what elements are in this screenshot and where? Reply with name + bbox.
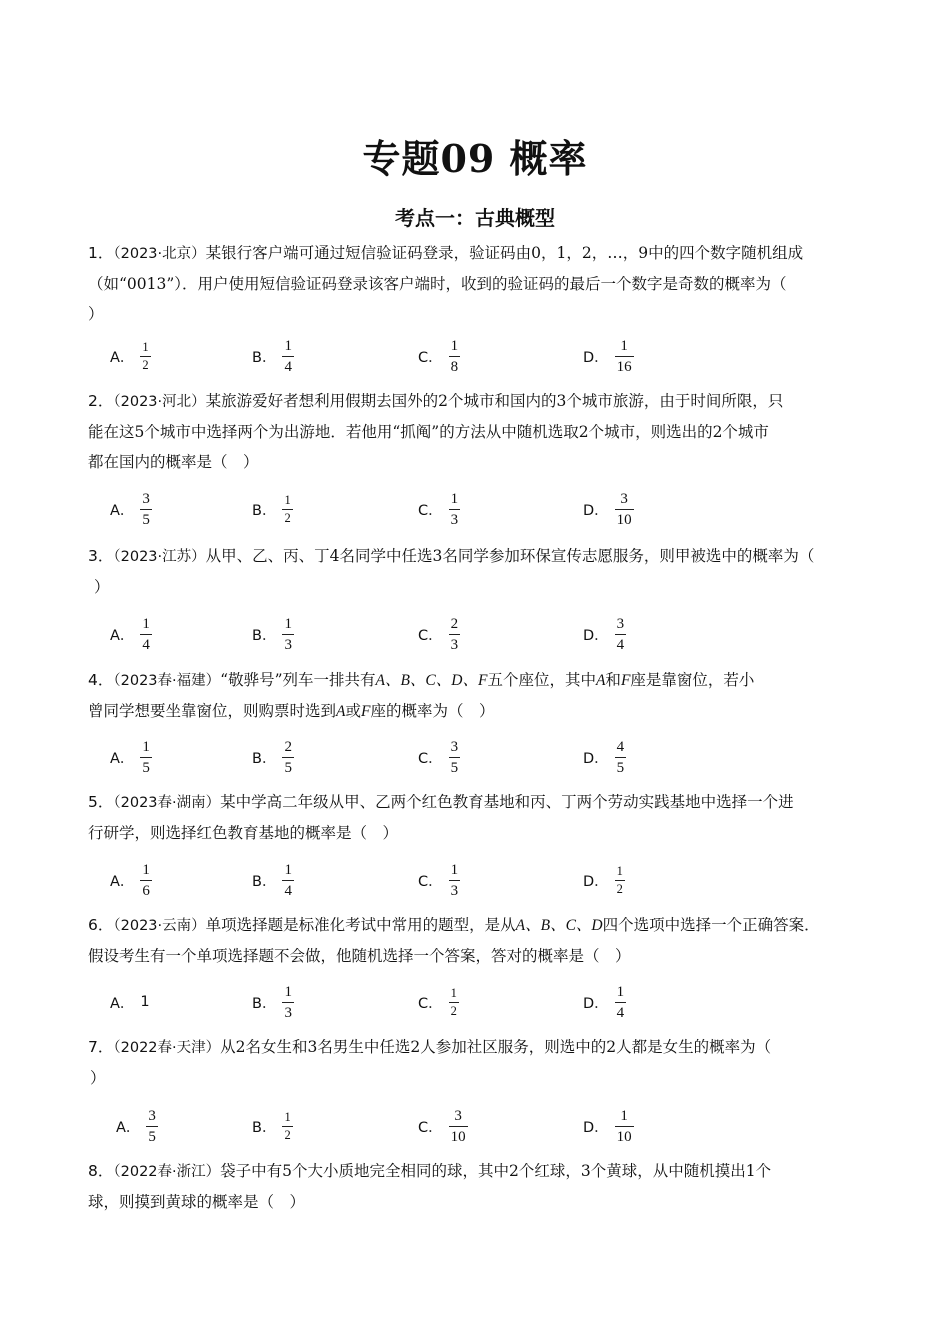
fraction-numerator: 1 <box>142 738 150 755</box>
option-label: B． <box>252 873 277 890</box>
fraction <box>282 1111 292 1142</box>
fraction-numerator: 1 <box>450 861 459 878</box>
fraction-numerator: 1 <box>620 1107 628 1124</box>
fraction-numerator: 1 <box>284 615 292 632</box>
option-c <box>418 977 459 1027</box>
option-label: D． <box>583 995 609 1012</box>
fraction-denominator: 5 <box>282 757 294 776</box>
option-c <box>418 484 460 534</box>
option-d <box>583 855 625 905</box>
option-b <box>252 331 294 381</box>
option-label: D． <box>583 502 609 519</box>
option-c <box>418 1101 468 1151</box>
option-label: B． <box>252 349 277 366</box>
fraction <box>140 862 152 899</box>
fraction-numerator: 3 <box>148 1107 156 1124</box>
fraction-denominator: 2 <box>142 357 149 372</box>
fraction <box>282 862 294 899</box>
fraction-denominator: 2 <box>284 510 291 525</box>
option-label: B． <box>252 502 277 519</box>
option-c <box>418 855 460 905</box>
fraction-numerator: 1 <box>620 337 628 354</box>
fraction-denominator: 2 <box>616 881 623 896</box>
option-b <box>252 855 294 905</box>
option-c <box>418 331 460 381</box>
page-title: 专题09 概率 <box>362 136 588 181</box>
fraction-numerator: 1 <box>142 339 149 354</box>
fraction <box>449 338 461 375</box>
option-label: C． <box>418 349 443 366</box>
fraction <box>282 616 294 653</box>
fraction <box>449 739 461 776</box>
option-label: D． <box>583 627 609 644</box>
fraction-numerator: 3 <box>454 1107 462 1124</box>
option-label: C． <box>418 502 443 519</box>
fraction-denominator: 4 <box>615 634 627 653</box>
option-d <box>583 331 634 381</box>
option-b <box>252 484 293 534</box>
fraction-denominator: 4 <box>140 634 152 653</box>
fraction-numerator: 2 <box>450 615 459 632</box>
fraction <box>146 1108 158 1145</box>
question-1-options <box>0 331 950 381</box>
fraction-denominator: 10 <box>615 1126 634 1145</box>
fraction-denominator: 3 <box>449 509 461 528</box>
fraction-denominator: 4 <box>615 1002 627 1021</box>
option-d <box>583 1101 634 1151</box>
fraction-numerator: 3 <box>450 738 459 755</box>
option-a <box>110 609 152 659</box>
fraction-numerator: 1 <box>616 983 625 1000</box>
question-3: 3．（2023·江苏）从甲、乙、丙、丁4名同学中任选3名同学参加环保宣传志愿服务，则甲被选中的概率为（ ） <box>88 547 815 596</box>
fraction-denominator: 4 <box>282 356 294 375</box>
fraction <box>140 616 152 653</box>
option-label: A． <box>110 502 135 519</box>
question-4: 4．（2023春·福建）“敬骅号”列车一排共有A、B、C、D、F五个座位，其中A和F座是靠窗位，若小 曾同学想要坐靠窗位，则购票时选到A或F座的概率为（ ） <box>88 671 755 720</box>
fraction-denominator: 5 <box>146 1126 158 1145</box>
option-label: A． <box>110 349 135 366</box>
fraction <box>282 494 292 525</box>
fraction <box>282 984 294 1021</box>
fraction <box>449 987 459 1018</box>
fraction-denominator: 3 <box>282 634 294 653</box>
fraction <box>615 616 627 653</box>
fraction <box>615 739 627 776</box>
option-c <box>418 609 460 659</box>
option-d <box>583 609 626 659</box>
fraction-denominator: 3 <box>449 880 461 899</box>
question-5: 5．（2023春·湖南）某中学高二年级从甲、乙两个红色教育基地和丙、丁两个劳动实践基地中选择一个进 行研学，则选择红色教育基地的概率是（ ） <box>88 793 794 842</box>
fraction-denominator: 5 <box>140 509 152 528</box>
option-label: B． <box>252 1119 277 1136</box>
fraction <box>615 984 627 1021</box>
option-label: C． <box>418 1119 443 1136</box>
fraction <box>615 1108 634 1145</box>
option-label: D． <box>583 349 609 366</box>
fraction-numerator: 4 <box>616 738 625 755</box>
fraction-denominator: 10 <box>615 509 634 528</box>
fraction-numerator: 1 <box>284 1109 291 1124</box>
option-a <box>116 1101 158 1151</box>
fraction-denominator: 16 <box>615 356 634 375</box>
option-label: C． <box>418 873 443 890</box>
question-8: 8．（2022春·浙江）袋子中有5个大小质地完全相同的球，其中2个红球，3个黄球，从中随机摸出1个 球，则摸到黄球的概率是（ ） <box>88 1162 772 1211</box>
option-d <box>583 732 626 782</box>
option-a <box>110 732 152 782</box>
question-6: 6．（2023·云南）单项选择题是标准化考试中常用的题型，是从A、B、C、D四个选项中选择一个正确答案． 假设考生有一个单项选择题不会做，他随机选择一个答案，答对的概率是（ ） <box>88 916 820 965</box>
fraction-denominator: 8 <box>449 356 461 375</box>
option-label: A． <box>110 995 135 1012</box>
option-value: 1 <box>140 994 150 1010</box>
fraction-numerator: 2 <box>284 738 292 755</box>
fraction <box>449 491 461 528</box>
option-label: D． <box>583 750 609 767</box>
fraction-numerator: 3 <box>616 615 625 632</box>
fraction-denominator: 5 <box>140 757 152 776</box>
fraction-numerator: 1 <box>142 861 150 878</box>
option-b <box>252 732 294 782</box>
fraction-denominator: 3 <box>282 1002 294 1021</box>
question-5-options <box>0 855 950 905</box>
fraction <box>615 338 634 375</box>
option-label: C． <box>418 627 443 644</box>
fraction <box>449 616 461 653</box>
fraction <box>615 491 634 528</box>
fraction-denominator: 5 <box>449 757 461 776</box>
option-label: D． <box>583 1119 609 1136</box>
option-label: B． <box>252 750 277 767</box>
fraction <box>449 862 461 899</box>
question-3-options <box>0 609 950 659</box>
question-6-options <box>0 977 950 1027</box>
fraction <box>449 1108 468 1145</box>
option-label: C． <box>418 995 443 1012</box>
question-2: 2．（2023·河北）某旅游爱好者想利用假期去国外的2个城市和国内的3个城市旅游，由于时间所限，只 能在这5个城市中选择两个为出游地．若他用“抓阄”的方法从中随机选取2个城市，则选出的2个城市 都在国内的概率是（ ） <box>88 392 784 471</box>
option-b <box>252 1101 293 1151</box>
fraction <box>282 739 294 776</box>
option-label: A． <box>110 627 135 644</box>
option-a <box>110 484 152 534</box>
fraction-denominator: 6 <box>140 880 152 899</box>
option-label: A． <box>116 1119 141 1136</box>
question-7-options <box>0 1101 950 1151</box>
fraction-numerator: 1 <box>284 492 291 507</box>
fraction-denominator: 3 <box>449 634 461 653</box>
section-heading: 考点一：古典概型 <box>395 206 555 230</box>
fraction-numerator: 1 <box>450 985 457 1000</box>
fraction <box>140 739 152 776</box>
fraction-numerator: 1 <box>284 337 292 354</box>
option-d <box>583 484 634 534</box>
option-b <box>252 609 294 659</box>
fraction <box>615 865 625 896</box>
fraction-denominator: 5 <box>615 757 627 776</box>
option-a <box>110 331 151 381</box>
fraction-denominator: 4 <box>282 880 294 899</box>
option-label: C． <box>418 750 443 767</box>
option-a <box>110 977 150 1027</box>
fraction-numerator: 1 <box>450 490 459 507</box>
option-d <box>583 977 626 1027</box>
option-c <box>418 732 460 782</box>
question-4-options <box>0 732 950 782</box>
fraction-numerator: 3 <box>620 490 628 507</box>
option-label: A． <box>110 873 135 890</box>
fraction-denominator: 2 <box>450 1003 457 1018</box>
fraction <box>140 341 150 372</box>
option-a <box>110 855 152 905</box>
fraction <box>140 491 152 528</box>
fraction-numerator: 1 <box>616 863 623 878</box>
option-label: B． <box>252 995 277 1012</box>
fraction-denominator: 2 <box>284 1127 291 1142</box>
fraction-denominator: 10 <box>449 1126 468 1145</box>
fraction-numerator: 1 <box>284 861 292 878</box>
question-2-options <box>0 484 950 534</box>
fraction-numerator: 1 <box>450 337 459 354</box>
question-1: 1．（2023·北京）某银行客户端可通过短信验证码登录，验证码由0，1，2，…，9中的四个数字随机组成 （如“0013”）．用户使用短信验证码登录该客户端时，收到的验证码的最后一个数字是奇数的概率为（ ） <box>88 244 804 323</box>
option-b <box>252 977 294 1027</box>
fraction-numerator: 1 <box>142 615 150 632</box>
fraction-numerator: 1 <box>284 983 292 1000</box>
option-label: A． <box>110 750 135 767</box>
fraction <box>282 338 294 375</box>
fraction-numerator: 3 <box>142 490 150 507</box>
option-label: B． <box>252 627 277 644</box>
option-label: D． <box>583 873 609 890</box>
question-7: 7．（2022春·天津）从2名女生和3名男生中任选2人参加社区服务，则选中的2人都是女生的概率为（ ） <box>88 1038 772 1087</box>
